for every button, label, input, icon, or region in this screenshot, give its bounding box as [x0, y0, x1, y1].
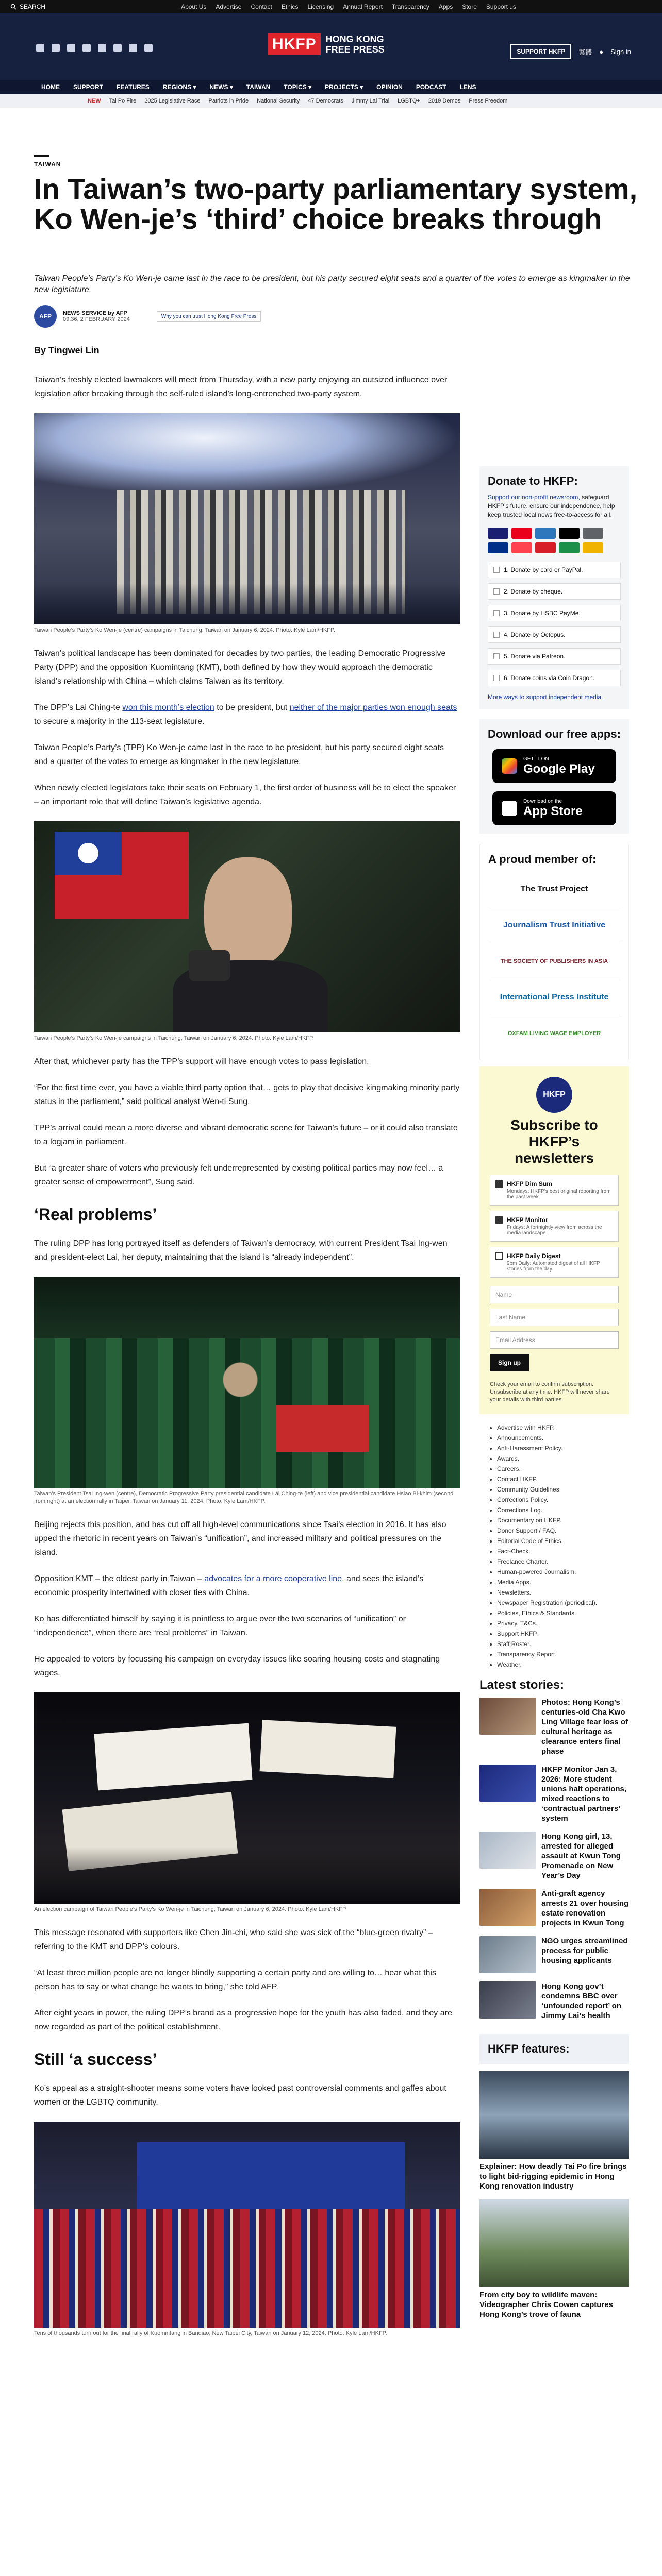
top-bar: [0, 0, 662, 13]
google-play-text: [523, 756, 595, 776]
checkbox-checked-icon: [495, 1216, 503, 1224]
logo-text-line-1: HONG KONG: [325, 34, 384, 44]
sidebar-link[interactable]: • Support HKFP.: [497, 1629, 621, 1639]
newsletter-option[interactable]: [490, 1175, 619, 1206]
sidebar-link[interactable]: • Media Apps.: [497, 1577, 621, 1587]
article-paragraph: He appealed to voters by focussing his campaign on everyday issues like soaring housing costs and stagnating wages.: [34, 1655, 440, 1677]
top-link-about[interactable]: About Us: [181, 3, 207, 10]
paragraph-text: to secure a majority in the 113-seat legislature.: [34, 717, 205, 726]
donate-option-label: 4. Donate by Octopus.: [504, 631, 566, 638]
article-paragraph: This message resonated with supporters like Chen Jin-chi, who said she was sick of the “blue-green rivalry” – referring to the KMT and DPP’s colours.: [34, 1928, 433, 1951]
site-logo[interactable]: [268, 33, 385, 55]
story-item[interactable]: [479, 1832, 629, 1880]
sidebar-link[interactable]: • Anti-Harassment Policy.: [497, 1443, 621, 1453]
nav-podcast[interactable]: PODCAST: [416, 83, 446, 91]
story-thumbnail: [479, 1981, 536, 2019]
features-header: [479, 2034, 629, 2064]
donate-option-label: 6. Donate coins via Coin Dragon.: [504, 674, 595, 682]
article-paragraph: TPP’s arrival could mean a more diverse and vibrant democratic scene for Taiwan’s future – or it could also translate to a logjam in parliament.: [34, 1124, 458, 1146]
features-title: HKFP features:: [488, 2042, 570, 2055]
story-title: Hong Kong gov’t condemns BBC over ‘unfounded report’ on Jimmy Lai’s health: [541, 1982, 621, 2020]
nav-regions[interactable]: REGIONS ▾: [162, 83, 196, 91]
app-store-small: Download on the: [523, 798, 562, 804]
logo-text: [326, 34, 385, 55]
sidebar-link[interactable]: • Human-powered Journalism.: [497, 1567, 621, 1577]
nav-projects[interactable]: PROJECTS ▾: [325, 83, 363, 91]
top-link-apps[interactable]: Apps: [438, 3, 453, 10]
sidebar-link[interactable]: • Fact-Check.: [497, 1546, 621, 1556]
trending-bar: [0, 94, 662, 108]
telegram-icon[interactable]: [144, 44, 153, 52]
newsletter-option-text: [507, 1252, 613, 1272]
top-links: [181, 3, 516, 10]
article-author: By Tingwei Lin: [34, 345, 100, 355]
article-paragraph: But “a greater share of voters who previously felt underrepresented by existing political parties may now feel… a greater sense of empowerment”, Sung said.: [34, 1164, 443, 1187]
story-item[interactable]: [479, 1981, 629, 2021]
nav-support[interactable]: SUPPORT: [73, 83, 104, 91]
sidebar-link[interactable]: • Privacy, T&Cs.: [497, 1618, 621, 1629]
agency-avatar: AFP: [34, 305, 57, 328]
instagram-icon[interactable]: [67, 44, 75, 52]
article-figure: [34, 413, 460, 634]
newsletter-option-name: HKFP Daily Digest: [507, 1252, 561, 1260]
trending-item[interactable]: Jimmy Lai Trial: [351, 98, 390, 104]
section-heading: ‘Real problems’: [34, 1205, 157, 1224]
donate-option-label: 1. Donate by card or PayPal.: [504, 566, 583, 573]
search-label: SEARCH: [20, 3, 46, 10]
article-photo: [34, 413, 460, 624]
youtube-icon[interactable]: [113, 44, 122, 52]
article-figure: [34, 821, 460, 1042]
donate-option[interactable]: [488, 648, 621, 665]
trending-label: NEW: [88, 98, 101, 104]
sidebar-link[interactable]: • Newsletters.: [497, 1587, 621, 1598]
donate-option-label: 5. Donate via Patreon.: [504, 653, 566, 660]
section-heading: Still ‘a success’: [34, 2050, 157, 2069]
story-item[interactable]: [479, 1765, 629, 1823]
article-figure: [34, 2122, 460, 2337]
newsletter-panel: [479, 1066, 629, 1414]
donate-option[interactable]: [488, 583, 621, 600]
photo-caption: An election campaign of Taiwan People’s Party’s Ko Wen-je in Taichung, Taiwan on January 6, 2024. Photo: Kyle Lam/HKFP.: [34, 1906, 347, 1912]
category-link[interactable]: TAIWAN: [34, 161, 61, 168]
sidebar-link[interactable]: • Newspaper Registration (periodical).: [497, 1598, 621, 1608]
payme-icon: [535, 542, 556, 553]
feature-image: [479, 2199, 629, 2287]
newsletter-option-desc: Mondays: HKFP’s best original reporting from the past week.: [507, 1189, 611, 1200]
donate-link[interactable]: Support our non-profit newsroom: [488, 494, 578, 501]
article-photo: [34, 821, 460, 1032]
sidebar-link[interactable]: • Staff Roster.: [497, 1639, 621, 1649]
article-paragraph: When newly elected legislators take their seats on February 1, the first order of business will be to elect the speaker – an important role that will define Taiwan’s legislative agenda.: [34, 784, 456, 806]
google-play-big: Google Play: [523, 761, 595, 776]
checkbox-icon: [493, 632, 500, 638]
story-item[interactable]: [479, 1698, 629, 1756]
article-figure: [34, 1277, 460, 1505]
newsletter-option-desc: 9pm Daily: Automated digest of all HKFP stories from the day.: [507, 1261, 600, 1272]
newsletter-option-text: [507, 1180, 613, 1200]
newsletter-form: [490, 1286, 619, 1371]
social-icons: [36, 44, 153, 52]
donate-option[interactable]: [488, 562, 621, 578]
email-icon[interactable]: [129, 44, 137, 52]
paragraph-text: , and sees the island’s economic prosperity intertwined with closer ties with China.: [34, 1574, 424, 1597]
google-play-button[interactable]: [492, 749, 616, 783]
paypal-icon: [488, 542, 508, 553]
apps-panel: [479, 719, 629, 834]
site-header: [0, 13, 662, 80]
member-logo[interactable]: THE SOCIETY OF PUBLISHERS IN ASIA: [488, 943, 620, 979]
trending-item[interactable]: Patriots in Pride: [208, 98, 249, 104]
trending-item[interactable]: 2025 Legislative Race: [144, 98, 201, 104]
story-thumbnail: [479, 1936, 536, 1973]
sidebar-link[interactable]: • Transparency Report.: [497, 1649, 621, 1659]
feature-item[interactable]: [479, 2071, 629, 2191]
checkbox-icon: [495, 1252, 503, 1260]
sidebar: [479, 466, 629, 2328]
sign-in-link[interactable]: Sign in: [610, 47, 631, 56]
octopus-icon: [559, 542, 580, 553]
trust-link[interactable]: Why you can trust Hong Kong Free Press: [157, 311, 261, 322]
feature-item[interactable]: [479, 2199, 629, 2319]
paragraph-text: The DPP’s Lai Ching-te: [34, 703, 123, 712]
member-logo[interactable]: International Press Institute: [488, 979, 620, 1015]
story-thumbnail: [479, 1765, 536, 1802]
sidebar-link[interactable]: • Contact HKFP.: [497, 1474, 621, 1484]
article-paragraph: Ko’s appeal as a straight-shooter means some voters have looked past controversial comments and gaffes about women or the LGBTQ community.: [34, 2084, 446, 2107]
app-store-big: App Store: [523, 804, 583, 818]
story-thumbnail: [479, 1698, 536, 1735]
feature-image: [479, 2071, 629, 2159]
inline-link[interactable]: won this month’s election: [122, 703, 214, 712]
latest-stories: [479, 1678, 629, 2034]
donate-option-label: 3. Donate by HSBC PayMe.: [504, 609, 581, 617]
feature-title: From city boy to wildlife maven: Videographer Chris Cowen captures Hong Kong’s trove of fauna: [479, 2291, 613, 2319]
top-link-ethics[interactable]: Ethics: [281, 3, 299, 10]
checkbox-checked-icon: [495, 1180, 503, 1188]
paragraph-text: to be president, but: [214, 703, 290, 712]
photo-caption: Tens of thousands turn out for the final rally of Kuomintang in Banqiao, New Taipei City, Taiwan on January 12, 2024. Photo: Kyle Lam/HKFP.: [34, 2330, 387, 2336]
google-play-small: GET IT ON: [523, 756, 549, 762]
checkbox-icon: [493, 653, 500, 659]
donate-option[interactable]: [488, 670, 621, 686]
latest-title: Latest stories:: [479, 1678, 565, 1692]
page-title: In Taiwan’s two-party parliamentary system, Ko Wen-je’s ‘third’ choice breaks through: [34, 173, 638, 235]
app-store-button[interactable]: [492, 791, 616, 825]
trending-item[interactable]: Tai Po Fire: [109, 98, 137, 104]
article-paragraph: After eight years in power, the ruling DPP’s brand as a progressive hope for the youth has also faded, and they are now regarded as part of the political establishment.: [34, 2009, 452, 2031]
donate-panel: [479, 466, 629, 709]
sidebar-link[interactable]: • Announcements.: [497, 1433, 621, 1443]
inline-link[interactable]: advocates for a more cooperative line: [204, 1574, 342, 1583]
article-paragraph: Beijing rejects this position, and has cut off all high-level communications since Tsai’s election in 2016. It has also upped the rhetoric in recent years on Taiwan’s “unification”, and increased military and political pressures on the island.: [34, 1520, 446, 1557]
inline-link[interactable]: neither of the major parties won enough seats: [289, 703, 457, 712]
nav-home[interactable]: HOME: [41, 83, 60, 91]
byline-meta: [63, 310, 130, 323]
newsletter-option[interactable]: [490, 1247, 619, 1278]
newsletter-option-name: HKFP Dim Sum: [507, 1180, 552, 1188]
article-paragraph: [34, 701, 460, 728]
article-subhead: Taiwan People’s Party’s Ko Wen-je came last in the race to be president, but his party secured eight seats and a quarter of the votes to emerge as kingmaker in the new legislature.: [34, 274, 630, 294]
story-title: Hong Kong girl, 13, arrested for alleged assault at Kwun Tong Promenade on New Year’s Day: [541, 1832, 621, 1880]
apple-icon: [502, 801, 517, 816]
story-thumbnail: [479, 1889, 536, 1926]
google-play-icon: [502, 758, 517, 774]
article-photo: [34, 2122, 460, 2328]
sidebar-link[interactable]: • Awards.: [497, 1453, 621, 1464]
facebook-icon[interactable]: [36, 44, 44, 52]
article-paragraph: The ruling DPP has long portrayed itself as defenders of Taiwan’s democracy, with current President Tsai Ing-wen and president-elect Lai, her deputy, maintaining that the island is “already independent”.: [34, 1239, 448, 1262]
support-hkfp-button[interactable]: SUPPORT HKFP: [510, 44, 571, 59]
sidebar-link[interactable]: • Advertise with HKFP.: [497, 1422, 621, 1433]
member-logo[interactable]: OXFAM LIVING WAGE EMPLOYER: [507, 1030, 601, 1037]
sidebar-link[interactable]: • Corrections Policy.: [497, 1495, 621, 1505]
mastercard-icon: [511, 528, 532, 539]
checkbox-icon: [493, 675, 500, 681]
sidebar-link[interactable]: • Donor Support / FAQ.: [497, 1526, 621, 1536]
nav-opinion[interactable]: OPINION: [376, 83, 403, 91]
photo-caption: Taiwan People’s Party’s Ko Wen-je (centre) campaigns in Taichung, Taiwan on January 6, 2024. Photo: Kyle Lam/HKFP.: [34, 627, 335, 633]
google-pay-icon: [583, 528, 603, 539]
visa-icon: [488, 528, 508, 539]
donate-option-label: 2. Donate by cheque.: [504, 588, 563, 595]
checkbox-icon: [493, 567, 500, 573]
donate-title: Donate to HKFP:: [488, 474, 578, 487]
trending-item[interactable]: Press Freedom: [469, 98, 508, 104]
checkbox-icon: [493, 588, 500, 595]
newsletter-badge: HKFP: [536, 1077, 572, 1113]
newsletter-option-desc: Fridays: A fortnightly view from across the media landscape.: [507, 1225, 602, 1236]
photo-caption: Taiwan’s President Tsai Ing-wen (centre), Democratic Progressive Party presidential candidate Lai Ching-te (left) and vice presidential candidate Hsiao Bi-khim (second from right) at an election rally in Taipei, Taiwan on January 11, 2024. Photo: Kyle Lam/HKFP.: [34, 1490, 454, 1504]
article-photo: [34, 1277, 460, 1488]
story-title: Anti-graft agency arrests 21 over housing estate renovation projects in Kwun Tong: [541, 1889, 629, 1927]
donate-description: , safeguard HKFP’s future, ensure our independence, help keep trusted local news free-to-access for all.: [488, 494, 615, 518]
byline: [34, 305, 261, 328]
feature-title: Explainer: How deadly Tai Po fire brings to light bid-rigging epidemic in Hong Kong renovation industry: [479, 2162, 627, 2191]
main-nav: [0, 80, 662, 94]
trending-item[interactable]: National Security: [257, 98, 300, 104]
more-ways-link[interactable]: More ways to support independent media.: [488, 693, 603, 701]
story-thumbnail: [479, 1832, 536, 1869]
sign-up-button[interactable]: Sign up: [490, 1354, 529, 1371]
amex-icon: [535, 528, 556, 539]
last-name-input[interactable]: Last Name: [490, 1309, 619, 1326]
article-paragraph: “At least three million people are no longer blindly supporting a certain party and are willing to… hear what this person has to say or what change he wants to bring,” she told AFP.: [34, 1969, 436, 1991]
trending-item[interactable]: LGBTQ+: [398, 98, 420, 104]
top-link-store[interactable]: Store: [462, 3, 477, 10]
patreon-icon: [511, 542, 532, 553]
paragraph-text: Opposition KMT – the oldest party in Taiwan –: [34, 1574, 205, 1583]
whatsapp-icon[interactable]: [98, 44, 106, 52]
photo-caption: Taiwan People’s Party’s Ko Wen-je campaigns in Taichung, Taiwan on January 6, 2024. Photo: Kyle Lam/HKFP.: [34, 1035, 314, 1041]
byline-source[interactable]: NEWS SERVICE by AFP: [63, 310, 127, 316]
threads-icon[interactable]: [82, 44, 91, 52]
newsletter-title: Subscribe to HKFP’s newsletters: [510, 1117, 598, 1166]
story-title: HKFP Monitor Jan 3, 2026: More student unions halt operations, mixed reactions to ‘contractual partners’ system: [541, 1765, 627, 1823]
nav-topics[interactable]: TOPICS ▾: [284, 83, 312, 91]
sidebar-links: [479, 1414, 629, 1678]
story-item[interactable]: [479, 1936, 629, 1973]
nav-news[interactable]: NEWS ▾: [209, 83, 233, 91]
apps-title: Download our free apps:: [488, 727, 621, 740]
nav-features[interactable]: FEATURES: [117, 83, 150, 91]
search-icon: [10, 4, 16, 10]
trending-item[interactable]: 47 Democrats: [308, 98, 343, 104]
nav-taiwan[interactable]: TAIWAN: [246, 83, 271, 91]
newsletter-note: Check your email to confirm subscription. Unsubscribe at any time. HKFP will never share your details with third parties.: [490, 1381, 610, 1403]
coin-dragon-icon: [583, 542, 603, 553]
sidebar-link[interactable]: • Careers.: [497, 1464, 621, 1474]
apple-pay-icon: [559, 528, 580, 539]
member-title: A proud member of:: [488, 853, 597, 866]
newsletter-option[interactable]: [490, 1211, 619, 1242]
category-rule: [34, 155, 49, 157]
article-paragraph: After that, whichever party has the TPP’s support will have enough votes to pass legislation.: [34, 1057, 369, 1066]
language-toggle[interactable]: 繁體: [578, 48, 592, 56]
article-body: [34, 361, 460, 2337]
email-input[interactable]: Email Address: [490, 1331, 619, 1349]
app-store-text: [523, 799, 583, 819]
donate-option[interactable]: [488, 626, 621, 643]
article-figure: [34, 1692, 460, 1913]
top-link-advertise[interactable]: Advertise: [216, 3, 242, 10]
nav-lens[interactable]: LENS: [459, 83, 476, 91]
article-paragraph: Taiwan’s freshly elected lawmakers will meet from Thursday, with a new party enjoying an outsized influence over legislation after breaking through the self-ruled island’s long-entrenched two-party system.: [34, 376, 448, 398]
member-panel: [479, 844, 629, 1060]
checkbox-icon: [493, 610, 500, 616]
header-actions: [510, 44, 631, 59]
top-link-support[interactable]: Support us: [486, 3, 516, 10]
article-paragraph: [34, 1572, 460, 1600]
story-item[interactable]: [479, 1889, 629, 1928]
sidebar-link[interactable]: • Weather.: [497, 1659, 621, 1670]
sidebar-link[interactable]: • Documentary on HKFP.: [497, 1515, 621, 1526]
member-logo[interactable]: The Trust Project: [488, 871, 620, 907]
newsletter-option-text: [507, 1216, 613, 1236]
top-link-annual-report[interactable]: Annual Report: [343, 3, 383, 10]
sidebar-link[interactable]: • Policies, Ethics & Standards.: [497, 1608, 621, 1618]
story-title: NGO urges streamlined process for public housing applicants: [541, 1937, 628, 1965]
article-paragraph: “For the first time ever, you have a viable third party option that… gets to play that decisive kingmaking minority party status in the parliament,” said political analyst Wen-ti Sung.: [34, 1083, 460, 1106]
search-button[interactable]: [10, 3, 45, 10]
sidebar-link[interactable]: • Community Guidelines.: [497, 1484, 621, 1495]
top-link-contact[interactable]: Contact: [251, 3, 272, 10]
article-paragraph: Taiwan People’s Party’s (TPP) Ko Wen-je came last in the race to be president, but his party secured eight seats and a quarter of the votes to emerge as kingmaker in the new legislature.: [34, 743, 444, 766]
payment-methods: [488, 528, 621, 553]
x-icon[interactable]: [52, 44, 60, 52]
member-logo[interactable]: Journalism Trust Initiative: [488, 907, 620, 943]
logo-text-line-2: FREE PRESS: [325, 44, 385, 55]
top-link-licensing[interactable]: Licensing: [307, 3, 334, 10]
sidebar-link[interactable]: • Editorial Code of Ethics.: [497, 1536, 621, 1546]
trending-item[interactable]: 2019 Demos: [428, 98, 461, 104]
newsletter-option-name: HKFP Monitor: [507, 1216, 548, 1224]
donate-option[interactable]: [488, 605, 621, 621]
article-paragraph: Ko has differentiated himself by saying it is pointless to argue over the two scenarios of “unification” or “independence”, when there are “real problems” in Taiwan.: [34, 1615, 406, 1637]
donate-text: [488, 493, 621, 519]
article-photo: [34, 1692, 460, 1904]
logo-mark: HKFP: [268, 33, 321, 55]
sidebar-link[interactable]: • Corrections Log.: [497, 1505, 621, 1515]
byline-date: 09:36, 2 FEBRUARY 2024: [63, 316, 130, 323]
story-title: Photos: Hong Kong’s centuries-old Cha Kwo Ling Village fear loss of cultural heritage as clearance enters final phase: [541, 1698, 628, 1756]
name-input[interactable]: Name: [490, 1286, 619, 1303]
sidebar-link[interactable]: • Freelance Charter.: [497, 1556, 621, 1567]
top-link-transparency[interactable]: Transparency: [391, 3, 429, 10]
article-paragraph: Taiwan’s political landscape has been dominated for decades by two parties, the leading Democratic Progressive Party (DPP) and the opposition Kuomintang (KMT), both defined by how they would approach the democratic island’s relationship with China – which claims Taiwan as its territory.: [34, 649, 446, 686]
user-icon: ●: [599, 47, 604, 56]
